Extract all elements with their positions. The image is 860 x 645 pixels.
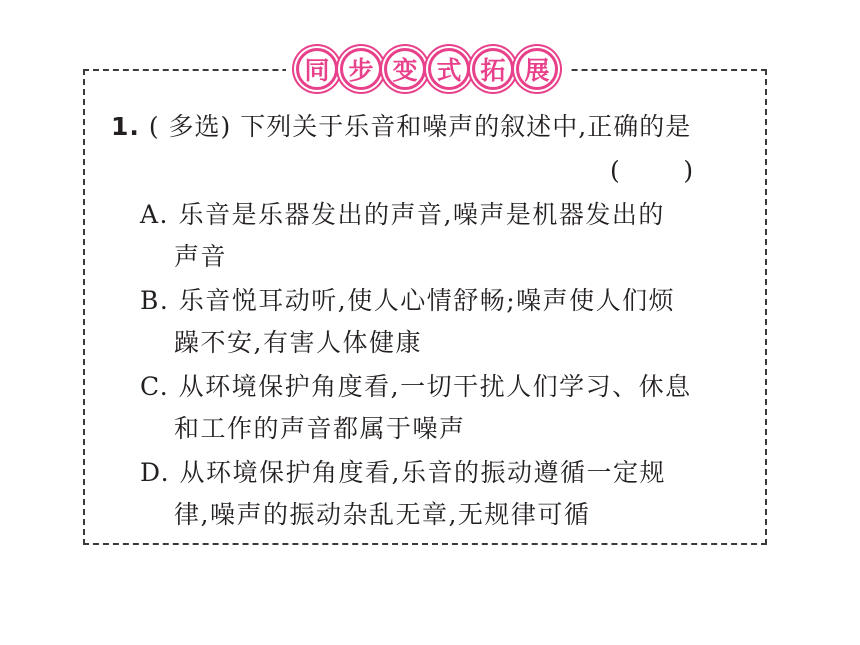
option-b [140, 280, 752, 364]
option-d [140, 452, 752, 536]
option-c-line1: C. 从环境保护角度看,一切干扰人们学习、休息 [140, 372, 692, 401]
answer-blank: ( ) [610, 156, 694, 185]
banner-char: 变 [384, 48, 426, 90]
question-stem [111, 108, 691, 146]
banner-char: 展 [516, 48, 558, 90]
option-b-line1: B. 乐音悦耳动听,使人心情舒畅;噪声使人们烦 [140, 286, 676, 315]
option-c [140, 366, 752, 450]
section-banner [286, 45, 568, 95]
option-c-line2: 和工作的声音都属于噪声 [174, 414, 466, 443]
banner-char: 同 [296, 48, 338, 90]
question-number: 1. [111, 112, 140, 141]
option-d-line1: D. 从环境保护角度看,乐音的振动遵循一定规 [140, 458, 666, 487]
option-d-line2: 律,噪声的振动杂乱无章,无规律可循 [174, 500, 591, 529]
banner-char: 步 [340, 48, 382, 90]
option-a-line2: 声音 [174, 242, 228, 271]
question-text: ( 多选) 下列关于乐音和噪声的叙述中,正确的是 [148, 112, 692, 141]
banner-char: 式 [428, 48, 470, 90]
option-a [140, 194, 752, 278]
option-a-line1: A. 乐音是乐器发出的声音,噪声是机器发出的 [140, 200, 665, 229]
banner-char: 拓 [472, 48, 514, 90]
option-b-line2: 躁不安,有害人体健康 [174, 328, 422, 357]
